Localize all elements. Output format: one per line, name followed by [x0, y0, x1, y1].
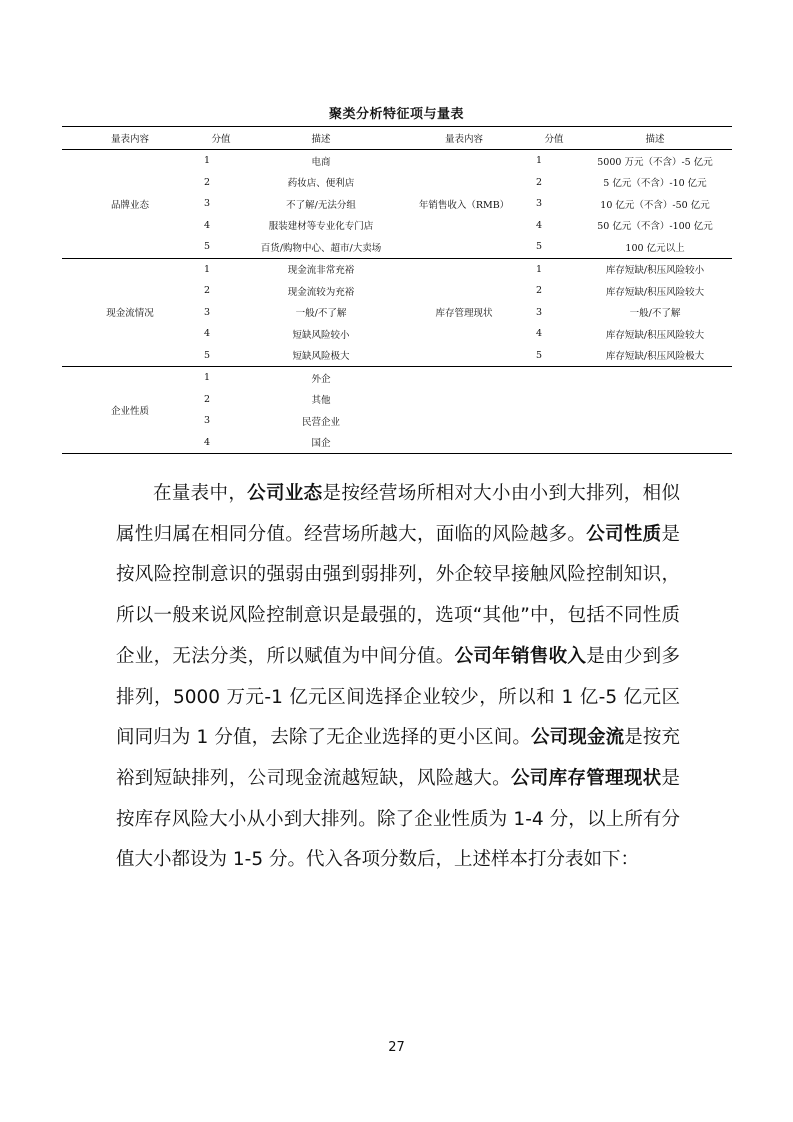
score-cell: 2 [204, 285, 211, 297]
text-run: 是按风险控制意识的强弱由强到弱排列，外企较早接触风险控制知识，所以一般来说风险控制意识是最强的，选项“其他”中，包括不同性质企业，无法分类，所以赋值为中间分值。 [116, 523, 680, 667]
score-cell: 4 [204, 219, 211, 231]
score-cell: 3 [204, 415, 211, 427]
score-cell: 4 [198, 432, 244, 454]
header-left-desc: 描述 [244, 127, 398, 150]
score-cell: 5 [198, 345, 244, 367]
group-label: 企业性质 [62, 367, 198, 454]
score-cell [530, 410, 578, 432]
score-cell: 1 [204, 155, 211, 167]
score-cell: 2 [204, 393, 211, 405]
group-label: 品牌业态 [62, 150, 198, 259]
desc-cell: 5000 万元（不含）-5 亿元 [597, 156, 713, 168]
header-right-desc: 描述 [578, 127, 732, 150]
table-caption: 聚类分析特征项与量表 [328, 107, 464, 122]
header-right-score: 分值 [530, 127, 578, 150]
desc-cell [578, 410, 732, 432]
score-cell: 4 [204, 328, 211, 340]
desc-cell: 服装建材等专业化专门店 [268, 221, 374, 233]
desc-cell: 现金流非常充裕 [287, 265, 355, 277]
text-run: 是由少到多排列，5000 万元-1 亿元区间选择企业较少，所以和 1 亿-5 亿元区间同归为 1 分值，去除了无企业选择的更小区间。 [116, 645, 680, 749]
score-cell [530, 367, 578, 389]
score-cell: 2 [536, 285, 543, 297]
score-cell: 4 [536, 219, 543, 231]
desc-cell: 其他 [311, 395, 331, 407]
score-cell: 1 [204, 263, 211, 275]
desc-cell: 库存短缺/积压风险较大 [605, 286, 705, 298]
desc-cell: 现金流较为充裕 [287, 286, 355, 298]
desc-cell: 100 亿元以上 [578, 236, 732, 258]
desc-cell: 50 亿元（不含）-100 亿元 [597, 221, 713, 233]
table-row [62, 150, 732, 172]
score-cell: 2 [204, 176, 211, 188]
group-label [398, 367, 530, 454]
score-cell: 5 [530, 345, 578, 367]
paragraph [116, 474, 680, 881]
desc-cell: 一般/不了解 [629, 308, 681, 320]
score-cell: 3 [204, 198, 211, 210]
desc-cell: 短缺风险极大 [244, 345, 398, 367]
score-cell: 1 [536, 263, 543, 275]
desc-cell: 10 亿元（不含）-50 亿元 [600, 199, 710, 211]
desc-cell: 5 亿元（不含）-10 亿元 [603, 178, 707, 190]
page-number: 27 [388, 1040, 405, 1055]
scale-table [62, 126, 732, 454]
term-annual-revenue: 公司年销售收入 [454, 645, 587, 667]
text-run: 是按库存风险大小从小到大排列。除了企业性质为 1-4 分，以上所有分值大小都设为 1-5 分。代入各项分数后，上述样本打分表如下： [116, 767, 680, 871]
header-left-score: 分值 [198, 127, 244, 150]
text-run: 是按经营场所相对大小由小到大排列，相似属性归属在相同分值。经营场所越大，面临的风险越多。 [116, 483, 680, 545]
score-cell: 5 [198, 236, 244, 258]
score-cell: 2 [536, 176, 543, 188]
body-text [116, 474, 680, 881]
term-company-nature: 公司性质 [586, 523, 662, 545]
score-cell: 3 [536, 306, 543, 318]
text-run: 在量表中， [153, 483, 248, 504]
desc-cell: 不了解/无法分组 [286, 199, 356, 211]
score-cell [530, 432, 578, 454]
term-company-format: 公司业态 [247, 483, 323, 504]
desc-cell: 库存短缺/积压风险较大 [605, 329, 705, 341]
score-cell: 4 [536, 328, 543, 340]
score-cell: 1 [536, 155, 543, 167]
score-cell: 3 [536, 198, 543, 210]
table-row [62, 258, 732, 280]
desc-cell: 一般/不了解 [295, 308, 347, 320]
score-cell [530, 389, 578, 411]
table-body [62, 150, 732, 454]
desc-cell: 国企 [244, 432, 398, 454]
desc-cell [578, 367, 732, 389]
term-cash-flow: 公司现金流 [531, 727, 625, 749]
desc-cell: 库存短缺/积压风险极大 [578, 345, 732, 367]
score-cell: 5 [530, 236, 578, 258]
desc-cell: 民营企业 [301, 416, 340, 428]
table-row [62, 367, 732, 389]
score-cell: 3 [204, 306, 211, 318]
text-run: 是按充裕到短缺排列，公司现金流越短缺，风险越大。 [116, 727, 680, 789]
table-header-row [62, 127, 732, 150]
desc-cell [578, 389, 732, 411]
group-label: 库存管理现状 [398, 258, 530, 367]
header-right-content: 量表内容 [398, 127, 530, 150]
term-inventory-management: 公司库存管理现状 [511, 767, 662, 789]
desc-cell: 库存短缺/积压风险较小 [605, 265, 705, 277]
desc-cell: 短缺风险较小 [292, 329, 350, 341]
score-cell: 1 [204, 372, 211, 384]
desc-cell: 电商 [311, 156, 331, 168]
desc-cell: 外企 [311, 373, 331, 385]
desc-cell [578, 432, 732, 454]
group-label: 年销售收入（RMB） [398, 150, 530, 259]
desc-cell: 药妆店、便利店 [287, 178, 355, 190]
header-left-content: 量表内容 [62, 127, 198, 150]
desc-cell: 百货/购物中心、超市/大卖场 [244, 236, 398, 258]
group-label: 现金流情况 [62, 258, 198, 367]
